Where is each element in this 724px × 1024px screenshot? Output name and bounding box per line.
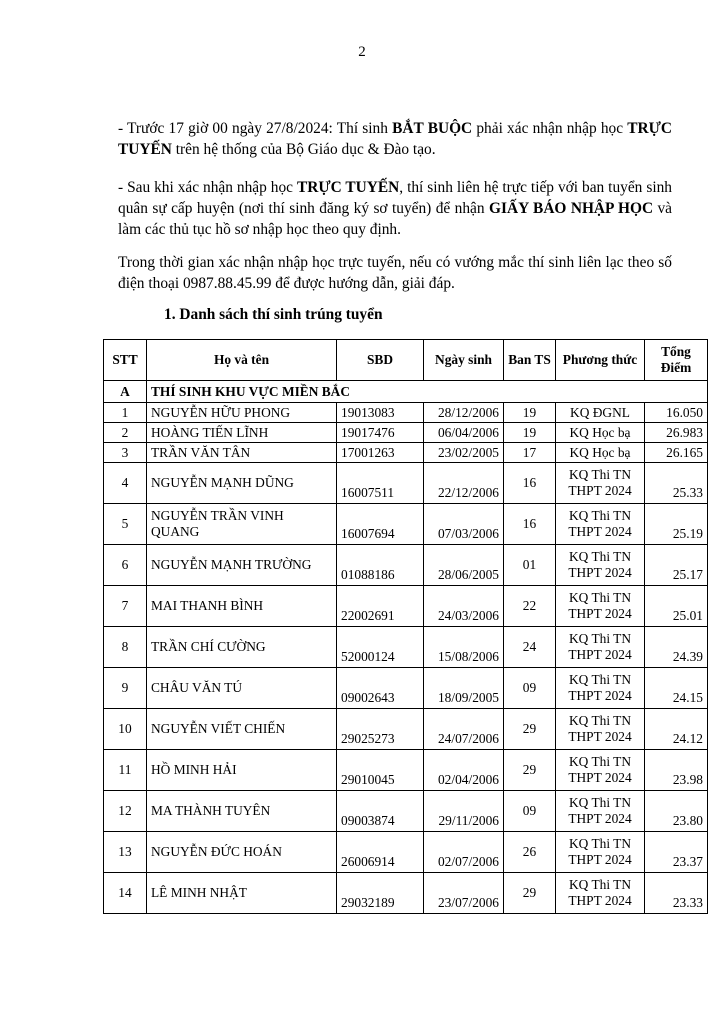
cell-dob: 06/04/2006 [424,423,504,443]
cell-method: KQ Thi TN THPT 2024 [556,586,645,627]
cell-sbd: 01088186 [337,545,424,586]
cell-score: 25.19 [645,504,708,545]
cell-ban-ts: 26 [504,832,556,873]
cell-stt: 4 [104,463,147,504]
cell-ban-ts: 24 [504,627,556,668]
section-heading: 1. Danh sách thí sinh trúng tuyển [164,306,383,323]
cell-dob: 02/04/2006 [424,750,504,791]
admitted-candidates-table [103,339,708,914]
cell-name: NGUYỄN MẠNH DŨNG [147,463,337,504]
table-row [104,668,708,709]
table-row [104,750,708,791]
cell-dob: 22/12/2006 [424,463,504,504]
cell-ban-ts: 16 [504,504,556,545]
cell-dob: 24/03/2006 [424,586,504,627]
cell-dob: 07/03/2006 [424,504,504,545]
table-row [104,463,708,504]
cell-method: KQ Thi TN THPT 2024 [556,709,645,750]
cell-name: NGUYỄN TRẦN VINH QUANG [147,504,337,545]
cell-name: HỒ MINH HẢI [147,750,337,791]
cell-stt: 9 [104,668,147,709]
cell-dob: 29/11/2006 [424,791,504,832]
cell-score: 23.80 [645,791,708,832]
header-ban-ts: Ban TS [504,340,556,381]
cell-dob: 02/07/2006 [424,832,504,873]
cell-score: 25.33 [645,463,708,504]
table-row [104,403,708,423]
cell-stt: 13 [104,832,147,873]
cell-stt: 1 [104,403,147,423]
header-stt: STT [104,340,147,381]
cell-dob: 18/09/2005 [424,668,504,709]
cell-ban-ts: 19 [504,403,556,423]
cell-sbd: 29032189 [337,873,424,914]
cell-name: TRẦN VĂN TÂN [147,443,337,463]
cell-stt: 6 [104,545,147,586]
table-row [104,627,708,668]
paragraph-admission-notice: - Sau khi xác nhận nhập học TRỰC TUYẾN, thí sinh liên hệ trực tiếp với ban tuyển sinh quân sự cấp huyện (nơi thí sinh đăng ký sơ tuyển) để nhận GIẤY BÁO NHẬP HỌC và làm các thủ tục hồ sơ nhập học theo quy định. [118,179,673,238]
cell-method: KQ Thi TN THPT 2024 [556,545,645,586]
cell-name: MA THÀNH TUYÊN [147,791,337,832]
cell-sbd: 09002643 [337,668,424,709]
cell-ban-ts: 17 [504,443,556,463]
cell-sbd: 09003874 [337,791,424,832]
cell-method: KQ Học bạ [556,423,645,443]
header-sbd: SBD [337,340,424,381]
section-row-north [104,381,708,403]
cell-score: 24.12 [645,709,708,750]
cell-sbd: 22002691 [337,586,424,627]
cell-dob: 24/07/2006 [424,709,504,750]
cell-name: NGUYỄN HỮU PHONG [147,403,337,423]
cell-name: NGUYỄN ĐỨC HOÁN [147,832,337,873]
table-row [104,873,708,914]
cell-sbd: 19017476 [337,423,424,443]
section-label: A [104,381,147,403]
page-number: 2 [358,44,366,60]
table-row [104,586,708,627]
cell-sbd: 16007511 [337,463,424,504]
table-row [104,791,708,832]
cell-name: MAI THANH BÌNH [147,586,337,627]
cell-stt: 3 [104,443,147,463]
table-row [104,545,708,586]
table-header-row [104,340,708,381]
cell-score: 25.17 [645,545,708,586]
table-row [104,423,708,443]
cell-name: HOÀNG TIẾN LĨNH [147,423,337,443]
cell-ban-ts: 22 [504,586,556,627]
cell-method: KQ Thi TN THPT 2024 [556,504,645,545]
cell-sbd: 29010045 [337,750,424,791]
cell-method: KQ Học bạ [556,443,645,463]
cell-ban-ts: 09 [504,668,556,709]
cell-score: 23.33 [645,873,708,914]
cell-sbd: 17001263 [337,443,424,463]
cell-dob: 28/12/2006 [424,403,504,423]
cell-name: NGUYỄN VIẾT CHIẾN [147,709,337,750]
cell-score: 24.39 [645,627,708,668]
cell-stt: 10 [104,709,147,750]
table-row [104,443,708,463]
cell-name: LÊ MINH NHẬT [147,873,337,914]
cell-dob: 15/08/2006 [424,627,504,668]
cell-sbd: 16007694 [337,504,424,545]
header-dob: Ngày sinh [424,340,504,381]
cell-sbd: 29025273 [337,709,424,750]
cell-ban-ts: 29 [504,873,556,914]
cell-method: KQ Thi TN THPT 2024 [556,463,645,504]
header-method: Phương thức [556,340,645,381]
cell-stt: 5 [104,504,147,545]
cell-name: CHÂU VĂN TÚ [147,668,337,709]
section-title: THÍ SINH KHU VỰC MIỀN BẮC [147,381,708,403]
table-row [104,504,708,545]
cell-score: 26.165 [645,443,708,463]
cell-stt: 12 [104,791,147,832]
cell-sbd: 26006914 [337,832,424,873]
cell-stt: 7 [104,586,147,627]
cell-method: KQ Thi TN THPT 2024 [556,627,645,668]
paragraph-online-confirmation-deadline: - Trước 17 giờ 00 ngày 27/8/2024: Thí sinh BẮT BUỘC phải xác nhận nhập học TRỰC TUYẾN trên hệ thống của Bộ Giáo dục & Đào tạo. [118,120,672,158]
cell-name: TRẦN CHÍ CƯỜNG [147,627,337,668]
cell-ban-ts: 29 [504,709,556,750]
cell-score: 16.050 [645,403,708,423]
cell-ban-ts: 19 [504,423,556,443]
table-row [104,832,708,873]
header-name: Họ và tên [147,340,337,381]
cell-stt: 2 [104,423,147,443]
cell-ban-ts: 29 [504,750,556,791]
cell-dob: 23/02/2005 [424,443,504,463]
cell-score: 25.01 [645,586,708,627]
cell-stt: 8 [104,627,147,668]
paragraph-contact-hotline: Trong thời gian xác nhận nhập học trực tuyến, nếu có vướng mắc thí sinh liên lạc theo số điện thoại 0987.88.45.99 để được hướng dẫn, giải đáp. [118,254,672,292]
cell-stt: 14 [104,873,147,914]
table-row [104,709,708,750]
cell-score: 24.15 [645,668,708,709]
header-score: Tổng Điểm [645,340,708,381]
cell-score: 23.37 [645,832,708,873]
cell-dob: 23/07/2006 [424,873,504,914]
cell-sbd: 52000124 [337,627,424,668]
cell-method: KQ Thi TN THPT 2024 [556,873,645,914]
cell-stt: 11 [104,750,147,791]
cell-score: 26.983 [645,423,708,443]
cell-method: KQ Thi TN THPT 2024 [556,832,645,873]
cell-dob: 28/06/2005 [424,545,504,586]
cell-ban-ts: 01 [504,545,556,586]
cell-sbd: 19013083 [337,403,424,423]
cell-ban-ts: 16 [504,463,556,504]
cell-score: 23.98 [645,750,708,791]
cell-name: NGUYỄN MẠNH TRƯỜNG [147,545,337,586]
cell-method: KQ Thi TN THPT 2024 [556,791,645,832]
cell-method: KQ Thi TN THPT 2024 [556,668,645,709]
cell-method: KQ ĐGNL [556,403,645,423]
cell-method: KQ Thi TN THPT 2024 [556,750,645,791]
cell-ban-ts: 09 [504,791,556,832]
